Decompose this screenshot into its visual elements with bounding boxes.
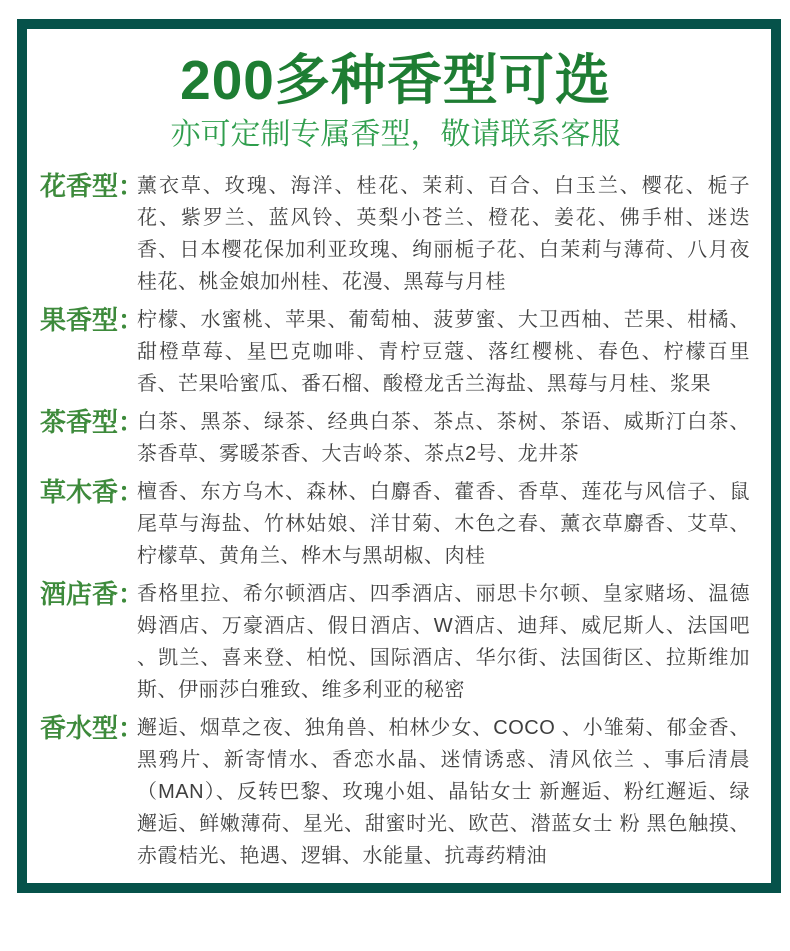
section-herbal-woody-label: 草木香： bbox=[40, 477, 145, 507]
page-title: 200多种香型可选 bbox=[180, 49, 611, 111]
fragrance-sections bbox=[40, 170, 750, 872]
section-fruity-items: 柠檬、水蜜桃、苹果、葡萄柚、菠萝蜜、大卫西柚、芒果、柑橘、甜橙草莓、星巴克咖啡、青柠豆蔻、落红樱桃、春色、柠檬百里香、芒果哈蜜瓜、番石榴、酸橙龙舌兰海盐、黑莓与月桂、浆果 bbox=[137, 309, 750, 395]
section-herbal-woody bbox=[40, 476, 750, 572]
section-tea-items: 白茶、黑茶、绿茶、经典白茶、茶点、茶树、茶语、威斯汀白茶、茶香草、雾暖茶香、大吉岭茶、茶点2号、龙井茶 bbox=[137, 411, 750, 465]
section-floral bbox=[40, 170, 750, 298]
section-herbal-woody-items: 檀香、东方乌木、森林、白麝香、藿香、香草、莲花与风信子、鼠尾草与海盐、竹林姑娘、洋甘菊、木色之春、薰衣草麝香、艾草、柠檬草、黄角兰、桦木与黑胡椒、肉桂 bbox=[137, 481, 750, 567]
section-tea-label: 茶香型： bbox=[40, 407, 145, 437]
section-perfume-label: 香水型： bbox=[40, 713, 145, 743]
page-subtitle: 亦可定制专属香型，敬请联系客服 bbox=[170, 118, 621, 151]
section-perfume bbox=[40, 712, 750, 872]
section-fruity bbox=[40, 304, 750, 400]
section-tea bbox=[40, 406, 750, 470]
section-hotel bbox=[40, 578, 750, 706]
section-floral-label: 花香型： bbox=[40, 171, 145, 201]
section-perfume-items: 邂逅、烟草之夜、独角兽、柏林少女、COCO 、小雏菊、郁金香、黑鸦片、新寄情水、香恋水晶、迷情诱惑、清风依兰 、事后清晨（MAN）、反转巴黎、玫瑰小姐、晶钻女士 新邂逅、粉红邂逅、绿邂逅、鲜嫩薄荷、星光、甜蜜时光、欧芭、潜蓝女士 粉 黑色触摸、赤霞桔光、艳遇、逻辑、水能量、抗毒药精油 bbox=[137, 717, 750, 867]
section-fruity-label: 果香型： bbox=[40, 305, 145, 335]
section-floral-items: 薰衣草、玫瑰、海洋、桂花、茉莉、百合、白玉兰、樱花、栀子花、紫罗兰、蓝风铃、英梨小苍兰、橙花、姜花、佛手柑、迷迭香、日本樱花保加利亚玫瑰、绚丽栀子花、白茉莉与薄荷、八月夜桂花、桃金娘加州桂、花漫、黑莓与月桂 bbox=[137, 175, 750, 293]
section-hotel-label: 酒店香： bbox=[40, 579, 145, 609]
section-hotel-items: 香格里拉、希尔顿酒店、四季酒店、丽思卡尔顿、皇家赌场、温德姆酒店、万豪酒店、假日酒店、W酒店、迪拜、威尼斯人、法国吧 、凯兰、喜来登、柏悦、国际酒店、华尔街、法国街区、拉斯维加斯、伊丽莎白雅致、维多利亚的秘密 bbox=[137, 583, 750, 701]
page-frame bbox=[17, 19, 781, 893]
